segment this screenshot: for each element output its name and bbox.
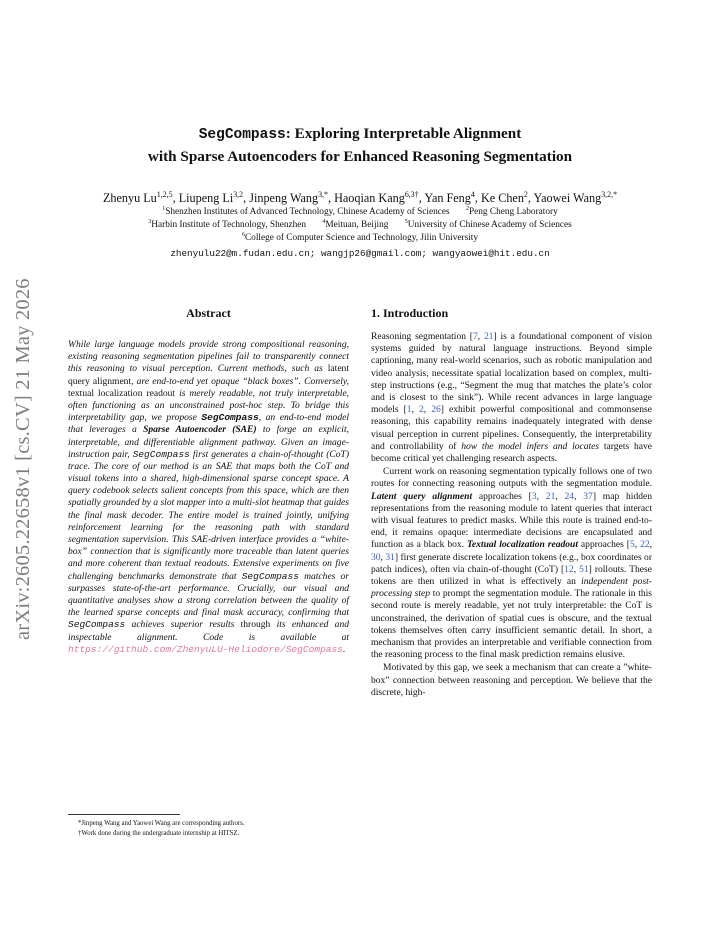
affiliation: $^3$Harbin Institute of Technology, Shenzhen (148, 218, 307, 230)
citation-link[interactable]: 5 (629, 539, 635, 551)
author: Haoqian Kang$^{6,3\dagger}$ (334, 189, 419, 205)
affiliation: $^1$Shenzhen Institutes of Advanced Technology, Chinese Academy of Sciences (162, 205, 450, 217)
abstract-text: While large language models provide strong compositional reasoning, existing reasoning segmentation pipelines fail to transparently connect this reasoning to visual perception. Current methods, such as latent query alignment, are end-to-end yet opaque “black boxes”. Conversely, textual localization readout is merely readable, not truly interpretable, often functioning as an unconstrained post-hoc step. To bridge this interpretability gap, we propose SegCompass, an end-to-end model that leverages a Sparse Autoencoder (SAE) to forge an explicit, interpretable, and differentiable alignment pathway. Given an image-instruction pair, SegCompass first generates a chain-of-thought (CoT) trace. The core of our method is an SAE that maps both the CoT and visual tokens into a shared, high-dimensional sparse concept space. A query codebook selects salient concepts from this space, which are then spatially grounded by a slot mapper into a multi-slot heatmap that guides the final mask decoder. The entire model is trained jointly, unifying reinforcement learning for the reasoning path with standard segmentation supervision. This SAE-driven interface provides a “white-box” connection that is significantly more traceable than latent queries and more coherent than textual readouts. Extensive experiments on five challenging benchmarks demonstrate that SegCompass matches or surpasses state-of-the-art performance. Crucially, our visual and quantitative analyses show a strong correlation between the quality of the learned sparse concepts and final mask accuracy, confirming that SegCompass achieves superior results through its enhanced and inspectable alignment. Code is available at https://github.com/ZhenyuLU-Heliodore/SegCompass. (68, 339, 350, 655)
author: Zhenyu Lu$^{1,2,5}$ (102, 189, 173, 205)
affiliation-line (40, 219, 680, 232)
abstract-sae-term: Sparse Autoencoder (SAE) (143, 424, 257, 436)
citation-link[interactable]: 51 (579, 563, 589, 575)
citation-link[interactable]: 1 (406, 404, 412, 416)
introduction-text (371, 331, 652, 699)
affiliation-line (40, 206, 680, 219)
affiliation: $^4$Meituan, Beijing (322, 218, 389, 230)
footnote-divider (68, 814, 180, 815)
code-repository-link[interactable]: https://github.com/ZhenyuLU-Heliodore/SegCompass (68, 643, 343, 655)
affiliation: $^2$Peng Cheng Laboratory (465, 205, 558, 217)
citation-link[interactable]: 31 (385, 551, 395, 563)
author-list: Zhenyu Lu$^{1,2,5}$, Liupeng Li$^{3,2}$, Jinpeng Wang$^{3,*}$, Haoqian Kang$^{6,3\dagger}$, Yan Feng$^4$, Ke Chen$^2$, Yaowei Wang$^{3,2,*}$ (102, 189, 618, 205)
citation-link[interactable]: 21 (545, 490, 556, 502)
title-line-1: SegCompass: Exploring Interpretable Alignment (198, 125, 522, 143)
citation-link[interactable]: 37 (583, 490, 593, 502)
author: Liupeng Li$^{3,2}$ (178, 189, 244, 205)
citation-link[interactable]: 24 (564, 490, 575, 502)
abstract-heading: Abstract (186, 306, 231, 320)
citation-link[interactable]: 12 (564, 563, 574, 575)
citation-link[interactable]: 26 (431, 404, 441, 416)
author-emails: zhenyulu22@m.fudan.edu.cn; wangjp26@gmail.com; wangyaowei@hit.edu.cn (170, 248, 550, 259)
author: Yaowei Wang$^{3,2,*}$ (533, 189, 618, 205)
introduction-heading: 1. Introduction (371, 306, 449, 320)
title-line-2: with Sparse Autoencoders for Enhanced Reasoning Segmentation (147, 148, 573, 165)
affiliation-line (40, 232, 680, 245)
footnotes (78, 819, 368, 839)
citation-link[interactable]: 7 (472, 331, 478, 342)
paper-title (60, 123, 660, 167)
citation-link[interactable]: 21 (483, 331, 494, 342)
citation-link[interactable]: 30 (371, 551, 381, 563)
author: Ke Chen$^2$ (480, 189, 528, 205)
affiliation: $^5$University of Chinese Academy of Sciences (404, 218, 572, 230)
footnote: *Jinpeng Wang and Yaowei Wang are corresponding authors. (78, 820, 245, 827)
footnote: †Work done during the undergraduate internship at HITSZ. (78, 830, 240, 837)
citation-link[interactable]: 22 (640, 539, 650, 551)
paragraph: Reasoning segmentation [7, 21] is a foundational component of vision systems guided by natural language instructions. Beyond simple captioning, many real-world scenarios, such as robotic manipulation and video analysis, necessitate spatial localization based on complex, multi-step instructions (e.g., “Segment the mug that matches the plate’s color and is closest to the sink”). While recent advances in large language models [1, 2, 26] exhibit powerful compositional and commonsense reasoning, this capability remains inadequately integrated with dense visual perception in current pipelines. Consequently, the interpretability and controllability of how the model infers and locates targets have become critical yet challenging research aspects. (371, 331, 652, 465)
citation-link[interactable]: 3 (531, 490, 537, 502)
citation-link[interactable]: 2 (419, 404, 424, 416)
author: Jinpeng Wang$^{3,*}$ (249, 189, 328, 205)
paragraph: Motivated by this gap, we seek a mechanism that can create a ”white-box” connection between reasoning and perception. We believe that the discrete, high- (371, 662, 652, 698)
author: Yan Feng$^4$ (424, 189, 475, 205)
author-block (40, 190, 680, 259)
title-tool-name: SegCompass (198, 127, 286, 143)
paragraph: Current work on reasoning segmentation typically follows one of two routes for connecting reasoning outputs with the segmentation module. Latent query alignment approaches [3, 21, 24, 37] map hidden representations from the reasoning module to latent queries that interact with visual features to predict masks. While this route is trained end-to-end, it remains opaque: intermediate decisions are encapsulated and function as a black box. Textual localization readout approaches [5, 22, 30, 31] first generate discrete localization tokens (e.g., box coordinates or patch indices), often via chain-of-thought (CoT) [12, 51] rollouts. These tokens are then utilized in what is effectively an independent post-processing step to prompt the segmentation module. The rationale in this second route is merely readable, yet not truly interpretable: the CoT is unconstrained, the derivation of spatial cues is obscure, and the textual tokens themselves often carry insufficient semantic detail. In short, a mechanism that provides an interpretable and verifiable connection from the reasoning process to the final mask prediction remains elusive. (371, 466, 653, 661)
abstract-tool-name: SegCompass (201, 412, 259, 424)
affiliation: $^6$College of Computer Science and Technology, Jilin University (241, 231, 479, 243)
